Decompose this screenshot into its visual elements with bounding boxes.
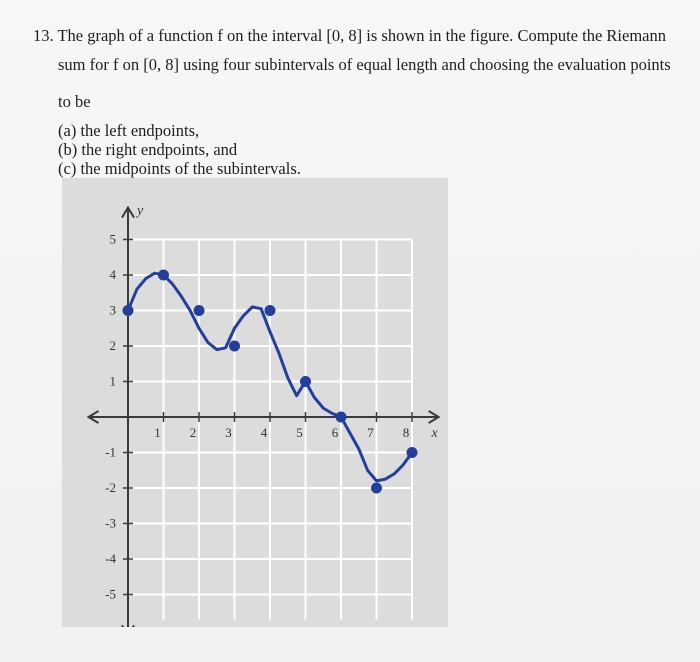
- x-tick-label: 8: [402, 425, 410, 440]
- y-tick-label: 3: [109, 302, 116, 318]
- problem-items: [58, 121, 301, 178]
- data-point: [158, 270, 169, 281]
- data-point: [194, 305, 205, 316]
- data-point: [407, 447, 418, 458]
- x-axis-label: x: [431, 426, 438, 441]
- data-point: [123, 305, 134, 316]
- y-tick-label: -3: [105, 515, 116, 531]
- data-point: [300, 376, 311, 387]
- x-tick-label: 4: [260, 425, 268, 440]
- x-tick-label: 3: [225, 425, 232, 440]
- problem-line-2: sum for f on [0, 8] using four subintervals of equal length and choosing the evaluation points: [58, 55, 671, 74]
- y-tick-label: 5: [109, 231, 116, 247]
- y-axis-label: y: [137, 203, 144, 219]
- y-tick-label: 4: [109, 267, 116, 282]
- y-tick-label: 2: [109, 338, 116, 353]
- data-point: [371, 483, 382, 494]
- y-tick-label: -5: [105, 586, 116, 602]
- y-tick-label: -4: [105, 551, 116, 566]
- data-point: [265, 305, 276, 316]
- graph-panel: [62, 178, 448, 627]
- x-tick-label: 2: [189, 425, 197, 440]
- x-tick-label: 1: [154, 425, 161, 440]
- data-point: [229, 341, 240, 352]
- x-tick-label: 6: [331, 425, 339, 440]
- problem-line-3: to be: [58, 92, 91, 111]
- problem-item-a: (a) the left endpoints,: [58, 121, 200, 140]
- x-tick-label: 7: [367, 425, 374, 440]
- problem-item-c: (c) the midpoints of the subintervals.: [58, 159, 301, 178]
- problem-item-b: (b) the right endpoints, and: [58, 140, 238, 159]
- y-tick-label: -1: [105, 444, 116, 460]
- problem-line-1: The graph of a function f on the interval [0, 8] is shown in the figure. Compute the Riemann: [57, 26, 666, 45]
- function-graph: [62, 178, 448, 627]
- problem-number: 13.: [33, 26, 54, 45]
- data-point: [336, 412, 347, 423]
- x-tick-label: 5: [296, 425, 303, 440]
- y-tick-label: -2: [105, 480, 116, 495]
- y-tick-label: 1: [109, 373, 116, 389]
